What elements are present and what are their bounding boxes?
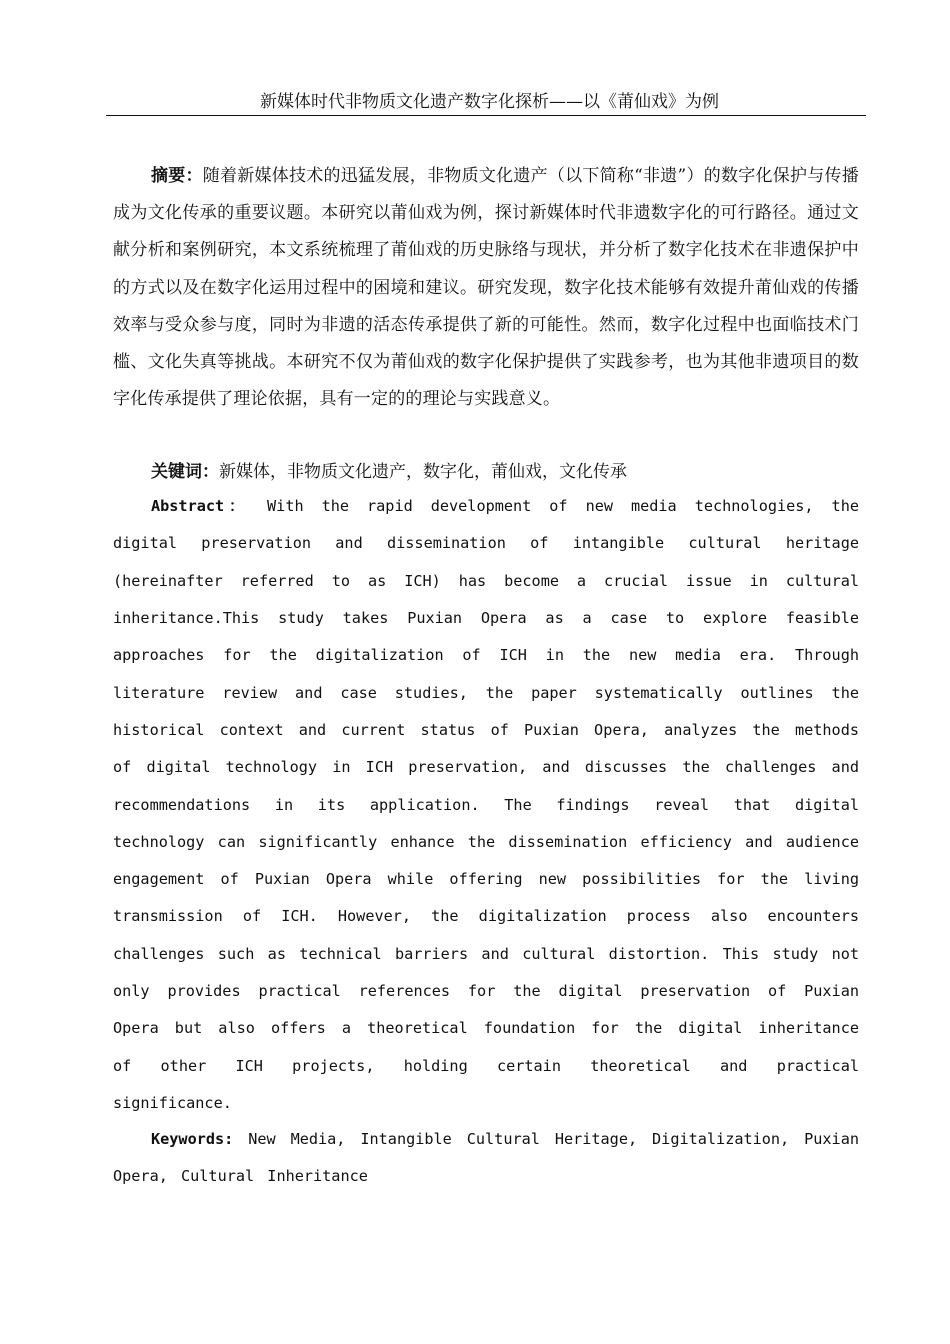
- keywords-en-label: Keywords:: [151, 1130, 234, 1149]
- abstract-cn-text: 随着新媒体技术的迅猛发展，非物质文化遗产（以下简称“非遗”）的数字化保护与传播成为文化传承的重要议题。本研究以莆仙戏为例，探讨新媒体时代非遗数字化的可行路径。通过文献分析和案例研究，本文系统梳理了莆仙戏的历史脉络与现状，并分析了数字化技术在非遗保护中的方式以及在数字化运用过程中的困境和建议。研究发现，数字化技术能够有效提升莆仙戏的传播效率与受众参与度，同时为非遗的活态传承提供了新的可能性。然而，数字化过程中也面临技术门槛、文化失真等挑战。本研究不仅为莆仙戏的数字化保护提供了实践参考，也为其他非遗项目的数字化传承提供了理论依据，具有一定的的理论与实践意义。: [113, 166, 859, 410]
- abstract-en-text: With the rapid development of new media technologies, the digital preservation and dissemination of intangible cultural heritage (hereinafter referred to as ICH) has become a crucial issue in cultural inheritance.This study takes Puxian Opera as a case to explore feasible approaches for the digitalization of ICH in the new media era. Through literature review and case studies, the paper systematically outlines the historical context and current status of Puxian Opera, analyzes the methods of digital technology in ICH preservation, and discusses the challenges and recommendations in its application. The findings reveal that digital technology can significantly enhance the dissemination efficiency and audience engagement of Puxian Opera while offering new possibilities for the living transmission of ICH. However, the digitalization process also encounters challenges such as technical barriers and cultural distortion. This study not only provides practical references for the digital preservation of Puxian Opera but also offers a theoretical foundation for the digital inheritance of other ICH projects, holding certain theoretical and practical significance.: [113, 497, 859, 1112]
- abstract-cn: [113, 158, 859, 418]
- abstract-en-label: Abstract：: [151, 497, 250, 516]
- keywords-en: [113, 1121, 859, 1196]
- keywords-en-text: New Media, Intangible Cultural Heritage, Digitalization, Puxian Opera, Cultural Inheritance: [113, 1130, 859, 1186]
- running-title: 新媒体时代非物质文化遗产数字化探析——以《莆仙戏》为例: [260, 92, 719, 112]
- keywords-cn-label: 关键词：: [151, 462, 219, 482]
- header-rule: [106, 115, 866, 116]
- keywords-cn: [113, 454, 859, 491]
- abstract-cn-label: 摘要：: [151, 166, 203, 186]
- abstract-en: [113, 488, 859, 1122]
- keywords-cn-text: 新媒体，非物质文化遗产，数字化，莆仙戏，文化传承: [219, 462, 627, 482]
